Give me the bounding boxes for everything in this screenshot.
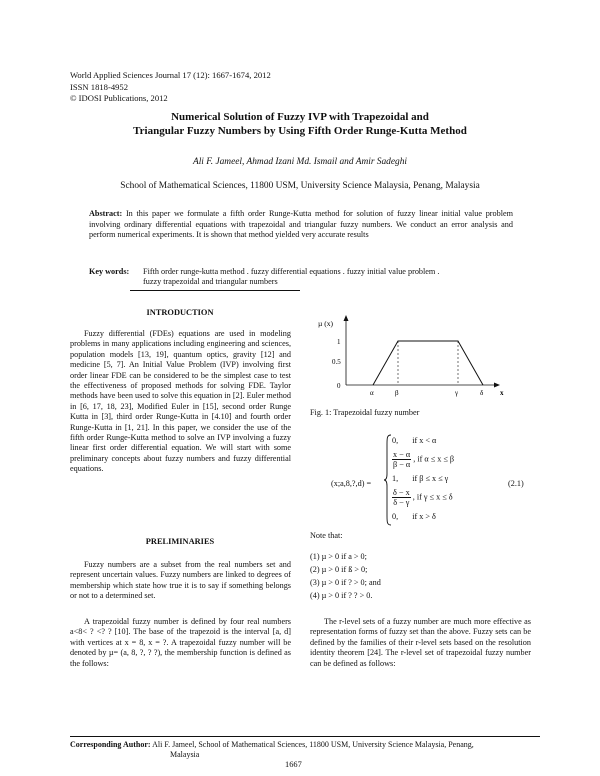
case-row-2: [392, 450, 472, 474]
keywords-divider: [130, 290, 300, 291]
trapezoid-figure: [318, 312, 518, 402]
x-axis-arrow: [494, 383, 500, 388]
footer-divider: [70, 736, 540, 737]
journal-citation: World Applied Sciences Journal 17 (12): 1667-1674, 2012: [70, 70, 271, 80]
page-number: 1667: [285, 760, 302, 769]
title-line-1: Numerical Solution of Fuzzy IVP with Trapezoidal and: [171, 111, 429, 123]
equation-number: (2.1): [508, 479, 524, 488]
note-item-1: (1) µ > 0 if a > 0;: [310, 552, 367, 561]
abstract-label: Abstract:: [89, 209, 123, 218]
equation-cases: [392, 436, 472, 526]
x-tick-gamma: γ: [455, 389, 459, 397]
case-2-numerator: x − α: [393, 450, 411, 459]
note-label: Note that:: [310, 531, 343, 540]
paper-affiliation: School of Mathematical Sciences, 11800 USM, University Science Malaysia, Penang, Malaysia: [120, 181, 480, 191]
y-axis-label: µ (x): [318, 319, 333, 328]
keywords-line-2: fuzzy trapezoidal and triangular numbers: [143, 277, 278, 287]
keywords-line-1: Fifth order runge-kutta method . fuzzy differential equations . fuzzy initial value problem .: [143, 267, 440, 276]
note-item-3: (3) µ > 0 if ? > 0; and: [310, 578, 381, 587]
case-1-value: 0,: [392, 436, 399, 445]
y-tick-0.5: 0.5: [332, 358, 341, 366]
keywords: [89, 267, 519, 288]
y-tick-1: 1: [337, 338, 341, 346]
note-item-2: (2) µ > 0 if ß > 0;: [310, 565, 368, 574]
y-axis-arrow: [344, 315, 349, 321]
note-item-4: (4) µ > 0 if ? ? > 0.: [310, 591, 373, 600]
footer-text-line-2: Malaysia: [170, 750, 200, 759]
intro-paragraph: Fuzzy differential (FDEs) equations are used in modeling problems in many applications including engineering and sciences, population models [13, 19], quantum optics, gravity [12] and medicine [5, 7]. An Initial Value Problem (IVP) involving first order linear FDE can be considered to be the simplest case to test the effectiveness of proposed methods for solving FDE. Taylor methods have been used to solve this equation in [2]. Euler method in [6, 17, 18, 23], Modified Euler in [15], second order Runge Kutta in [3], third order Runge-Kutta in [4.10] and fourth order Runge-Kutta in [1, 21]. In this paper, we consider the use of the fifth order Runge-Kutta method to solve an IVP involving a fuzzy linear first order differential equation. We will start with some preliminary concepts about fuzzy numbers and fuzzy differential equations.: [70, 329, 291, 474]
section-introduction: INTRODUCTION: [146, 308, 214, 317]
note-list: [310, 550, 530, 602]
x-tick-delta: δ: [480, 389, 484, 397]
case-5-value: 0,: [392, 512, 399, 521]
case-row-5: [392, 512, 472, 526]
x-tick-beta: β: [395, 389, 399, 397]
title-line-2: Triangular Fuzzy Numbers by Using Fifth Order Runge-Kutta Method: [133, 125, 467, 137]
case-3-condition: if β ≤ x ≤ γ: [412, 474, 449, 483]
case-row-4: [392, 488, 472, 512]
case-4-denominator: δ − γ: [393, 498, 410, 507]
case-row-1: [392, 436, 472, 450]
journal-copyright: © IDOSI Publications, 2012: [70, 93, 168, 103]
journal-issn: ISSN 1818-4952: [70, 81, 129, 92]
journal-header: [70, 70, 271, 105]
case-row-3: [392, 474, 472, 488]
paper-title: [60, 110, 540, 138]
case-5-condition: if x > δ: [412, 512, 436, 521]
case-2-denominator: β − α: [393, 460, 411, 469]
trapezoid-membership-line: [373, 341, 483, 385]
x-tick-alpha: α: [370, 389, 374, 397]
footer-text: Ali F. Jameel, School of Mathematical Sciences, 11800 USM, University Science Malaysia, Penang,: [152, 740, 474, 749]
case-1-condition: if x < α: [412, 436, 437, 445]
paper-authors: Ali F. Jameel, Ahmad Izani Md. Ismail and Amir Sadeghi: [192, 157, 408, 167]
section-preliminaries: PRELIMINARIES: [145, 537, 215, 546]
keywords-text: [143, 267, 513, 288]
case-2-condition: , if α ≤ x ≤ β: [413, 454, 455, 464]
abstract: [89, 209, 513, 241]
equation-brace: [384, 434, 392, 526]
figure-caption: Fig. 1: Trapezoidal fuzzy number: [310, 408, 420, 417]
case-3-value: 1,: [392, 474, 399, 483]
keywords-label: Key words:: [89, 267, 130, 276]
prelim-paragraph-2: A trapezoidal fuzzy number is defined by four real numbers a<8< ? <? ? [10]. The base of the trapezoid is the interval [a, d] with vertices at x = 8, x = ?. A trapezoidal fuzzy number will be denoted by µ= (a, 8, ?, ? ?), the membership function is defined as the follows:: [70, 617, 291, 668]
equation-lhs: (x;a,8,?,d) =: [331, 479, 372, 488]
case-4-numerator: δ − x: [393, 488, 410, 497]
prelim-paragraph-1: Fuzzy numbers are a subset from the real numbers set and represent uncertain values. Fuzzy numbers are linked to degrees of membership which state how true it is to say if something belongs or not to a determined set.: [70, 560, 291, 601]
case-4-condition: , if γ ≤ x ≤ δ: [412, 492, 453, 502]
footer-label: Corresponding Author:: [70, 740, 151, 749]
abstract-text: In this paper we formulate a fifth order Runge-Kutta method for solution of fuzzy linear initial value problem involving ordinary differential equations with trapezoidal and triangular fuzzy numbers. We conduct an error analysis and perform numerical experiments. It is shown that method yielded very accurate results: [89, 209, 513, 240]
corresponding-author: [70, 740, 540, 760]
x-axis-label: x: [500, 389, 504, 397]
y-tick-0: 0: [337, 382, 341, 390]
rlevel-paragraph: The r-level sets of a fuzzy number are much more effective as representation forms of fuzzy set than the above. Fuzzy sets can be defined by the families of their r-level sets based on the resolution identity theorem [24]. The r-level set of trapezoidal fuzzy number can be defined as follows:: [310, 617, 531, 668]
